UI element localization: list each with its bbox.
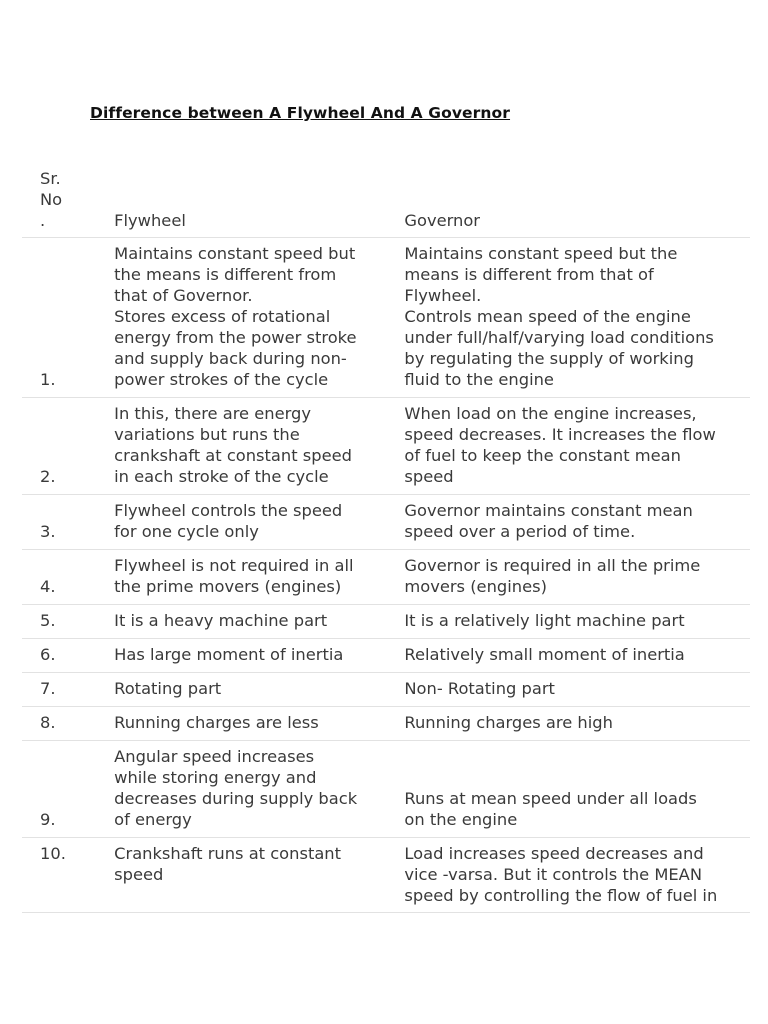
governor-cell: Running charges are high (404, 707, 750, 741)
governor-cell: Maintains constant speed but the means is different from that of Flywheel. Controls mean speed of the engine under full/half/varying load conditions by regulating the supply of working fluid to the engine (404, 238, 750, 398)
governor-cell: Governor maintains constant mean speed over a period of time. (404, 495, 750, 550)
governor-cell: Load increases speed decreases and vice -varsa. But it controls the MEAN speed by controlling the flow of fuel in (404, 838, 750, 913)
flywheel-cell: Crankshaft runs at constant speed (114, 838, 404, 913)
table-row (22, 605, 750, 639)
flywheel-cell: Rotating part (114, 673, 404, 707)
flywheel-cell: In this, there are energy variations but runs the crankshaft at constant speed in each stroke of the cycle (114, 398, 404, 495)
table-row (22, 238, 750, 398)
table-row (22, 550, 750, 605)
row-number: 2. (22, 398, 114, 495)
table-row (22, 707, 750, 741)
row-number: 7. (22, 673, 114, 707)
governor-cell: It is a relatively light machine part (404, 605, 750, 639)
flywheel-cell: It is a heavy machine part (114, 605, 404, 639)
governor-cell: Governor is required in all the prime movers (engines) (404, 550, 750, 605)
table-row (22, 398, 750, 495)
table-row (22, 741, 750, 838)
flywheel-cell: Angular speed increases while storing energy and decreases during supply back of energy (114, 741, 404, 838)
row-number: 3. (22, 495, 114, 550)
header-flywheel: Flywheel (114, 211, 186, 230)
flywheel-cell: Flywheel controls the speed for one cycle only (114, 495, 404, 550)
governor-cell: When load on the engine increases, speed decreases. It increases the flow of fuel to keep the constant mean speed (404, 398, 750, 495)
table-row (22, 838, 750, 913)
header-sr-no: Sr. No . (40, 169, 63, 230)
governor-cell: Runs at mean speed under all loads on the engine (404, 741, 750, 838)
row-number: 5. (22, 605, 114, 639)
table-row (22, 673, 750, 707)
row-number: 1. (22, 238, 114, 398)
table-row (22, 639, 750, 673)
row-number: 4. (22, 550, 114, 605)
row-number: 6. (22, 639, 114, 673)
header-governor: Governor (404, 211, 480, 230)
flywheel-cell: Running charges are less (114, 707, 404, 741)
flywheel-cell: Maintains constant speed but the means is different from that of Governor. Stores excess of rotational energy from the power stroke and supply back during non- power strokes of the cycle (114, 238, 404, 398)
flywheel-cell: Flywheel is not required in all the prime movers (engines) (114, 550, 404, 605)
comparison-table (22, 168, 750, 913)
table-row (22, 495, 750, 550)
row-number: 10. (22, 838, 114, 913)
row-number: 9. (22, 741, 114, 838)
flywheel-cell: Has large moment of inertia (114, 639, 404, 673)
governor-cell: Relatively small moment of inertia (404, 639, 750, 673)
table-header-row (22, 168, 750, 238)
row-number: 8. (22, 707, 114, 741)
governor-cell: Non- Rotating part (404, 673, 750, 707)
document-title: Difference between A Flywheel And A Governor (90, 104, 511, 122)
